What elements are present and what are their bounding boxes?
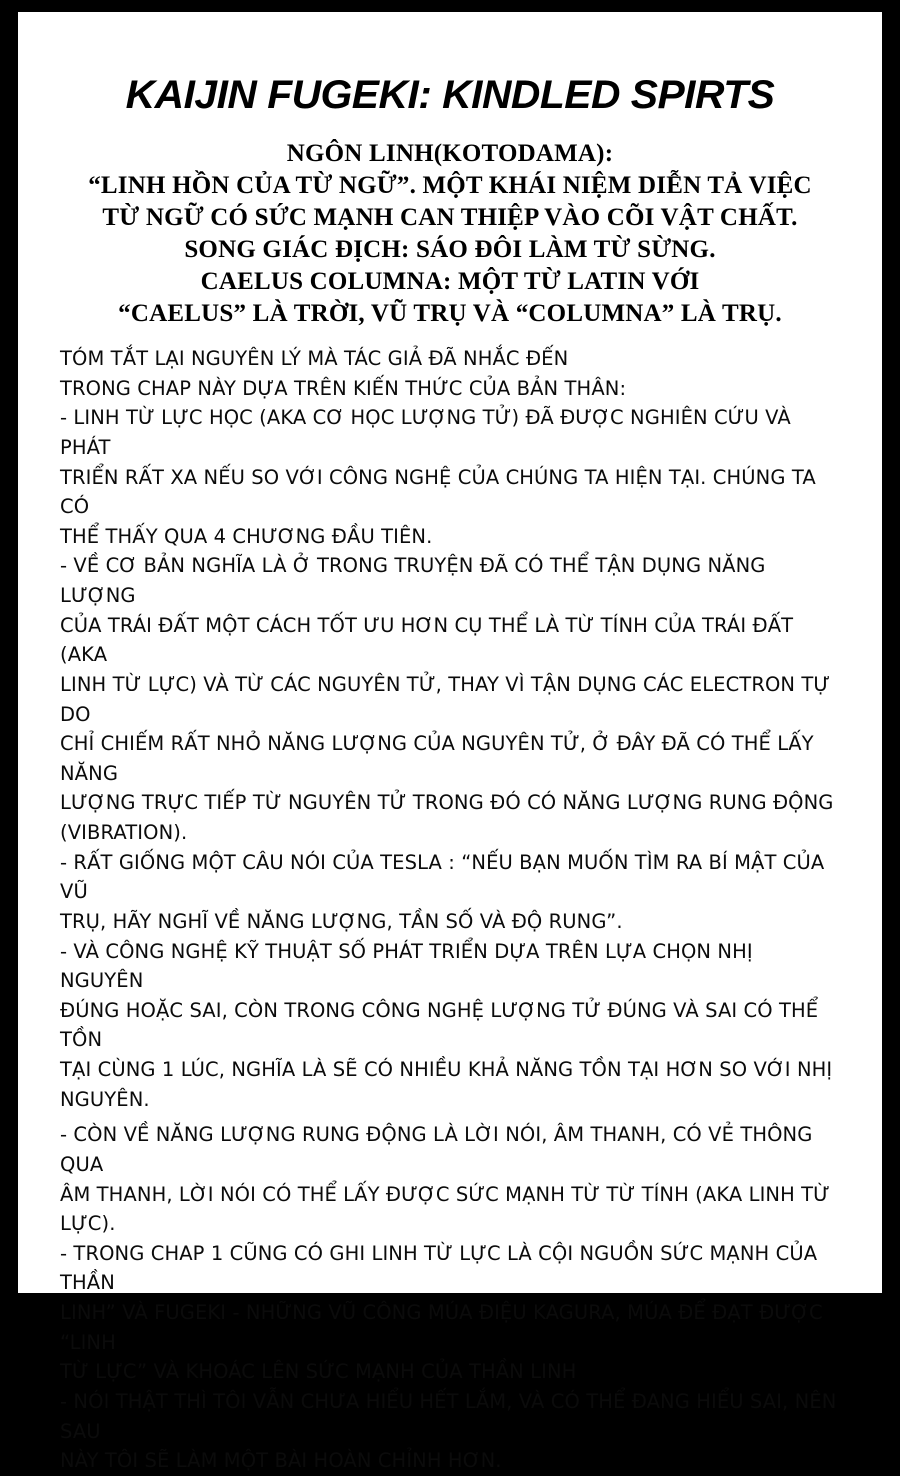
notes-paragraph — [60, 551, 842, 847]
notes-paragraph — [60, 937, 842, 1115]
notes-line: TỪ LỰC” VÀ KHOÁC LÊN SỨC MẠNH CỦA THẦN LINH — [60, 1360, 577, 1384]
notes-line: - RẤT GIỐNG MỘT CÂU NÓI CỦA TESLA : “NẾU BẠN MUỐN TÌM RA BÍ MẬT CỦA VŨ — [60, 850, 825, 904]
notes-line: LINH” VÀ FUGEKI - NHỮNG VŨ CÔNG MÚA ĐIỆU KAGURA, MÚA ĐỂ ĐẠT ĐƯỢC “LINH — [60, 1301, 823, 1354]
glossary-line: NGÔN LINH(KOTODAMA): — [286, 140, 614, 167]
notes-line: - CÒN VỀ NĂNG LƯỢNG RUNG ĐỘNG LÀ LỜI NÓI, ÂM THANH, CÓ VẺ THÔNG QUA — [60, 1123, 813, 1176]
notes-paragraph — [60, 848, 842, 937]
notes-line: TRỤ, HÃY NGHĨ VỀ NĂNG LƯỢNG, TẦN SỐ VÀ ĐỘ RUNG”. — [60, 909, 623, 933]
notes-line: - LINH TỪ LỰC HỌC (AKA CƠ HỌC LƯỢNG TỬ) ĐÃ ĐƯỢC NGHIÊN CỨU VÀ PHÁT — [60, 406, 791, 459]
document-sheet — [18, 12, 882, 1473]
notes-line: - TRONG CHAP 1 CŨNG CÓ GHI LINH TỪ LỰC LÀ CỘI NGUỒN SỨC MẠNH CỦA THẦN — [60, 1241, 818, 1295]
page-title: KAIJIN FUGEKI: KINDLED SPIRTS — [125, 73, 775, 117]
notes-intro — [60, 344, 842, 403]
notes-line: LƯỢNG TRỰC TIẾP TỪ NGUYÊN TỬ TRONG ĐÓ CÓ NĂNG LƯỢNG RUNG ĐỘNG — [60, 791, 834, 815]
notes-line: NGUYÊN. — [60, 1087, 150, 1111]
notes-paragraph — [60, 1387, 842, 1476]
notes-line: CỦA TRÁI ĐẤT MỘT CÁCH TỐT ƯU HƠN CỤ THỂ LÀ TỪ TÍNH CỦA TRÁI ĐẤT (AKA — [60, 613, 794, 667]
notes-body — [60, 344, 842, 1476]
notes-intro-line: TRONG CHAP NÀY DỰA TRÊN KIẾN THỨC CỦA BẢN THÂN: — [60, 376, 627, 400]
notes-paragraph — [60, 403, 842, 551]
notes-paragraph — [60, 1120, 842, 1239]
notes-line: TRIỂN RẤT XA NẾU SO VỚI CÔNG NGHỆ CỦA CHÚNG TA HIỆN TẠI. CHÚNG TA CÓ — [60, 465, 816, 519]
notes-line: CHỈ CHIẾM RẤT NHỎ NĂNG LƯỢNG CỦA NGUYÊN TỬ, Ở ĐÂY ĐÃ CÓ THỂ LẤY NĂNG — [60, 732, 814, 785]
glossary-line: “CAELUS” LÀ TRỜI, VŨ TRỤ VÀ “COLUMNA” LÀ TRỤ. — [118, 300, 782, 327]
glossary-block — [48, 138, 852, 330]
notes-line: - NÓI THẬT THÌ TÔI VẪN CHƯA HIỂU HẾT LẮM, VÀ CÓ THỂ ĐANG HIỂU SAI, NÊN SAU — [60, 1389, 837, 1443]
notes-line: LINH TỪ LỰC) VÀ TỪ CÁC NGUYÊN TỬ, THAY VÌ TẬN DỤNG CÁC ELECTRON TỰ DO — [60, 672, 831, 726]
notes-line: - VỀ CƠ BẢN NGHĨA LÀ Ở TRONG TRUYỆN ĐÃ CÓ THỂ TẬN DỤNG NĂNG LƯỢNG — [60, 554, 766, 607]
glossary-line: TỪ NGỮ CÓ SỨC MẠNH CAN THIỆP VÀO CÕI VẬT CHẤT. — [102, 204, 798, 231]
notes-line: - VÀ CÔNG NGHỆ KỸ THUẬT SỐ PHÁT TRIỂN DỰA TRÊN LỰA CHỌN NHỊ NGUYÊN — [60, 939, 753, 993]
notes-line: NÀY TÔI SẼ LÀM MỘT BÀI HOÀN CHỈNH HƠN. — [60, 1449, 502, 1473]
notes-line: ÂM THANH, LỜI NÓI CÓ THỂ LẤY ĐƯỢC SỨC MẠNH TỪ TỪ TÍNH (AKA LINH TỪ LỰC). — [60, 1182, 831, 1236]
notes-line: TẠI CÙNG 1 LÚC, NGHĨA LÀ SẼ CÓ NHIỀU KHẢ NĂNG TỒN TẠI HƠN SO VỚI NHỊ — [60, 1058, 833, 1081]
glossary-line: “LINH HỒN CỦA TỪ NGỮ”. MỘT KHÁI NIỆM DIỄN TẢ VIỆC — [88, 172, 812, 199]
notes-paragraph — [60, 1239, 842, 1387]
notes-line: (VIBRATION). — [60, 821, 188, 844]
glossary-line: SONG GIÁC ĐỊCH: SÁO ĐÔI LÀM TỪ SỪNG. — [184, 236, 716, 263]
glossary-line: CAELUS COLUMNA: MỘT TỪ LATIN VỚI — [200, 268, 700, 295]
notes-line: ĐÚNG HOẶC SAI, CÒN TRONG CÔNG NGHỆ LƯỢNG TỬ ĐÚNG VÀ SAI CÓ THỂ TỒN — [60, 998, 819, 1052]
notes-line: THỂ THẤY QUA 4 CHƯƠNG ĐẦU TIÊN. — [60, 524, 433, 548]
notes-intro-line: TÓM TẮT LẠI NGUYÊN LÝ MÀ TÁC GIẢ ĐÃ NHẮC ĐẾN — [60, 347, 569, 370]
